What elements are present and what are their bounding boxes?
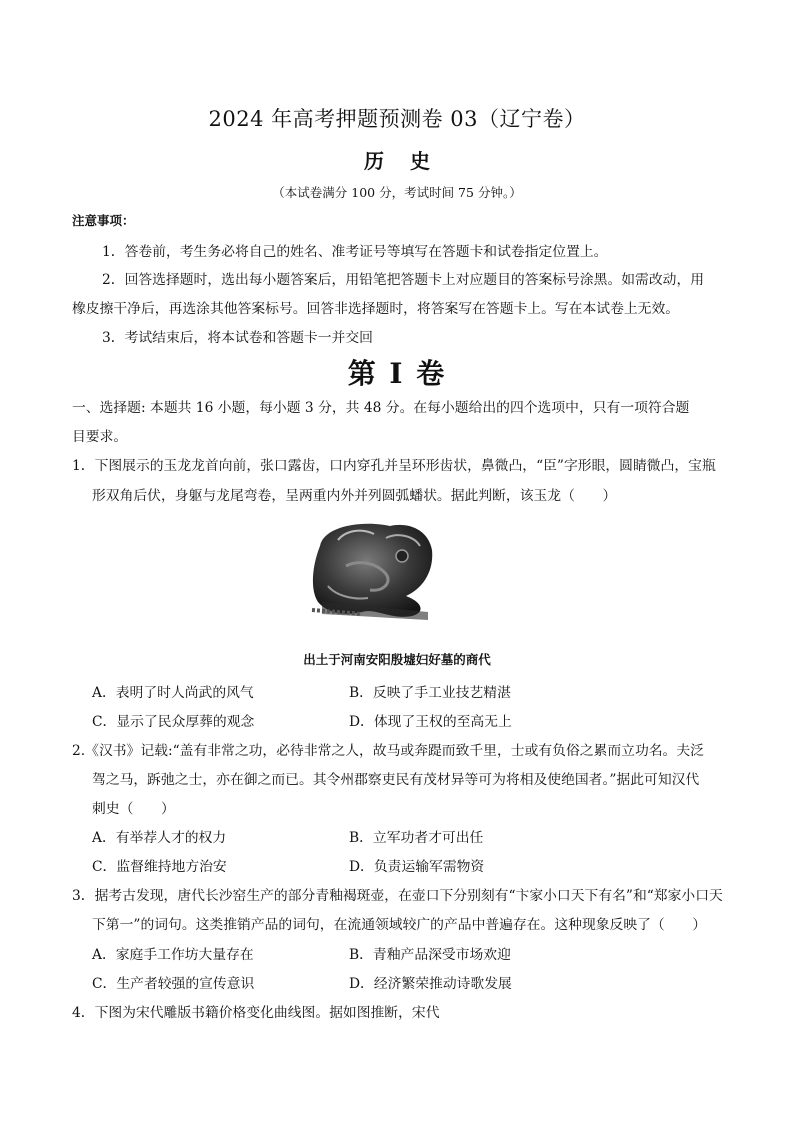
option-d: D．经济繁荣推动诗歌发展 (349, 976, 512, 992)
option-c: C．监督维持地方治安 (92, 859, 227, 875)
instruction-item: 橡皮擦干净后，再选涂其他答案标号。回答非选择题时，将答案写在答题卡上。写在本试卷上无效。 (72, 301, 680, 317)
exam-title: 2024 年高考押题预测卷 03（辽宁卷） (208, 107, 586, 131)
instruction-item: 3．考试结束后，将本试卷和答题卡一并交回 (102, 330, 373, 346)
instructions-heading: 注意事项： (72, 213, 135, 228)
option-a: A．有举荐人才的权力 (92, 830, 227, 846)
option-b: B．立军功者才可出任 (349, 830, 484, 846)
exam-note: （本试卷满分 100 分，考试时间 75 分钟。） (272, 185, 522, 200)
section-title: 第 I 卷 (347, 357, 447, 390)
jade-dragon-image (302, 516, 438, 628)
figure-caption: 出土于河南安阳殷墟妇好墓的商代 (303, 652, 491, 667)
section-intro: 目要求。 (72, 429, 128, 445)
section-intro: 一、选择题: 本题共 16 小题，每小题 3 分，共 48 分。在每小题给出的四个选项中，只有一项符合题 (72, 400, 690, 416)
option-b: B．青釉产品深受市场欢迎 (349, 947, 511, 963)
question-4-line: 4．下图为宋代雕版书籍价格变化曲线图。据如图推断，宋代 (72, 1005, 440, 1021)
option-b: B．反映了手工业技艺精湛 (349, 685, 511, 701)
option-c: C．显示了民众厚葬的观念 (92, 714, 255, 730)
question-1-line: 1．下图展示的玉龙龙首向前，张口露齿，口内穿孔并呈环形齿状，鼻微凸，“臣”字形眼，圆睛微凸，宝瓶 (72, 458, 716, 474)
question-2-line: 刺史（ ） (92, 801, 175, 817)
option-d: D．负责运输军需物资 (349, 859, 485, 875)
instruction-item: 1．答卷前，考生务必将自己的姓名、准考证号等填写在答题卡和试卷指定位置上。 (102, 244, 608, 260)
question-2-line: 2.《汉书》记载:“盖有非常之功，必待非常之人，故马或奔踶而致千里，士或有负俗之累而立功名。夫泛 (72, 743, 704, 759)
question-3-line: 3．据考古发现，唐代长沙窑生产的部分青釉褐斑壶，在壶口下分别刻有“卞家小口天下有名”和“郑家小口天 (72, 888, 723, 904)
option-a: A．家庭手工作坊大量存在 (92, 947, 254, 963)
instruction-item: 2．回答选择题时，选出每小题答案后，用铅笔把答题卡上对应题目的答案标号涂黑。如需改动，用 (102, 272, 705, 288)
option-c: C．生产者较强的宣传意识 (92, 976, 255, 992)
subject-title: 历史 (364, 149, 456, 173)
question-1-line: 形双角后伏，身躯与龙尾弯卷，呈两重内外并列圆弧蟠状。据此判断，该玉龙（ ） (92, 488, 617, 504)
option-a: A．表明了时人尚武的风气 (92, 685, 254, 701)
option-d: D．体现了王权的至高无上 (349, 714, 512, 730)
question-2-line: 驾之马，跅弛之士，亦在御之而已。其令州郡察吏民有茂材异等可为将相及使绝国者。”据此可知汉代 (92, 772, 700, 788)
question-3-line: 下第一”的词句。这类推销产品的词句，在流通领域较广的产品中普遍存在。这种现象反映了（ ） (92, 917, 707, 933)
